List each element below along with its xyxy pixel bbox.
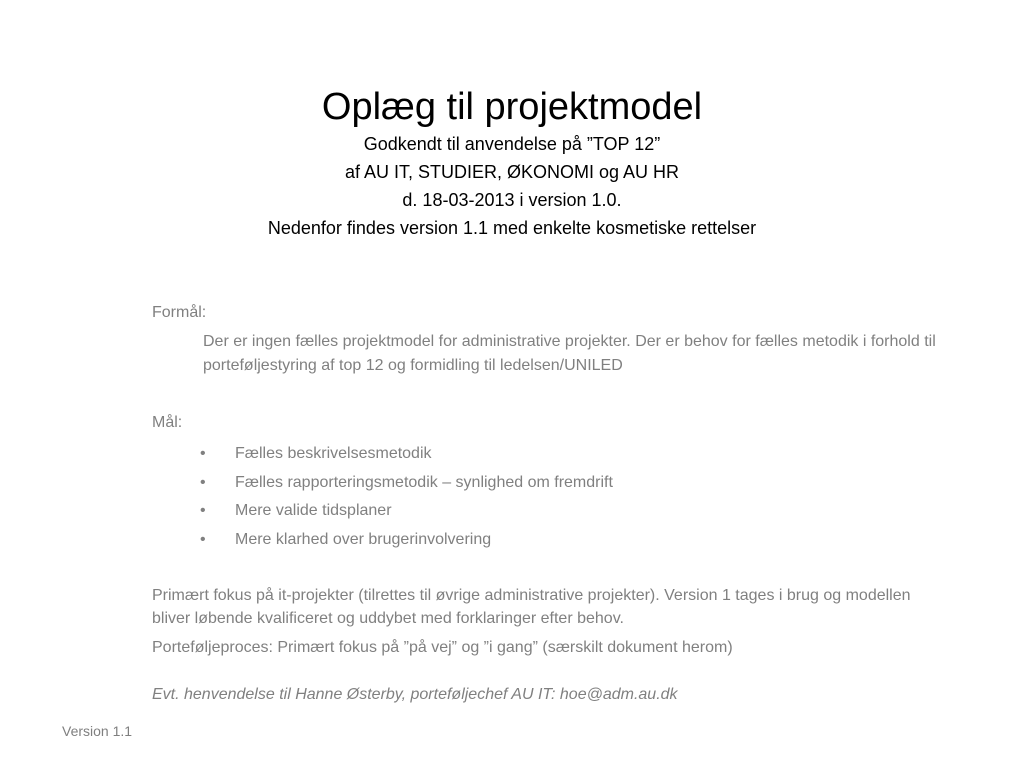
- bullet-icon: •: [200, 445, 206, 462]
- subtitle-version-note: Nedenfor findes version 1.1 med enkelte kosmetiske rettelser: [267, 218, 757, 238]
- subtitle-approval: Godkendt til anvendelse på ”TOP 12”: [363, 134, 661, 154]
- portfolio-text: Porteføljeproces: Primært fokus på ”på vej” og ”i gang” (særskilt dokument herom): [152, 639, 733, 657]
- title-block: [0, 84, 1024, 242]
- goal-item: [152, 469, 942, 498]
- goal-text: Mere klarhed over brugerinvolvering: [235, 530, 492, 548]
- body-content: [152, 302, 942, 706]
- goal-item: [152, 440, 942, 469]
- goal-text: Fælles beskrivelsesmetodik: [235, 445, 432, 462]
- bullet-icon: •: [200, 530, 206, 548]
- goals-heading: Mål:: [152, 414, 183, 431]
- purpose-heading: Formål:: [152, 304, 207, 321]
- subtitle-approvers: af AU IT, STUDIER, ØKONOMI og AU HR: [344, 162, 680, 182]
- slide-title: Oplæg til projektmodel: [321, 86, 703, 128]
- purpose-text: Der er ingen fælles projektmodel for administrative projekter. Der er behov for fælles metodik i forhold til porteføljestyring af top 12 og formidling til ledelsen/UNILED: [203, 333, 936, 374]
- goals-list: [152, 440, 942, 554]
- contact-text: Evt. henvendelse til Hanne Østerby, porteføljechef AU IT: hoe@adm.au.dk: [152, 686, 678, 704]
- subtitle-date: d. 18-03-2013 i version 1.0.: [402, 190, 622, 210]
- goal-text: Mere valide tidsplaner: [235, 502, 392, 520]
- focus-text: Primært fokus på it-projekter (tilrettes til øvrige administrative projekter). Version 1 tages i brug og modellen bliver løbende kvalificeret og uddybet med forklaringer efter behov.: [152, 587, 911, 628]
- bullet-icon: •: [200, 502, 206, 520]
- goal-item: [152, 526, 942, 555]
- goal-item: [152, 497, 942, 526]
- version-label: Version 1.1: [62, 723, 133, 739]
- goal-text: Fælles rapporteringsmetodik – synlighed om fremdrift: [235, 473, 613, 491]
- bullet-icon: •: [200, 473, 206, 491]
